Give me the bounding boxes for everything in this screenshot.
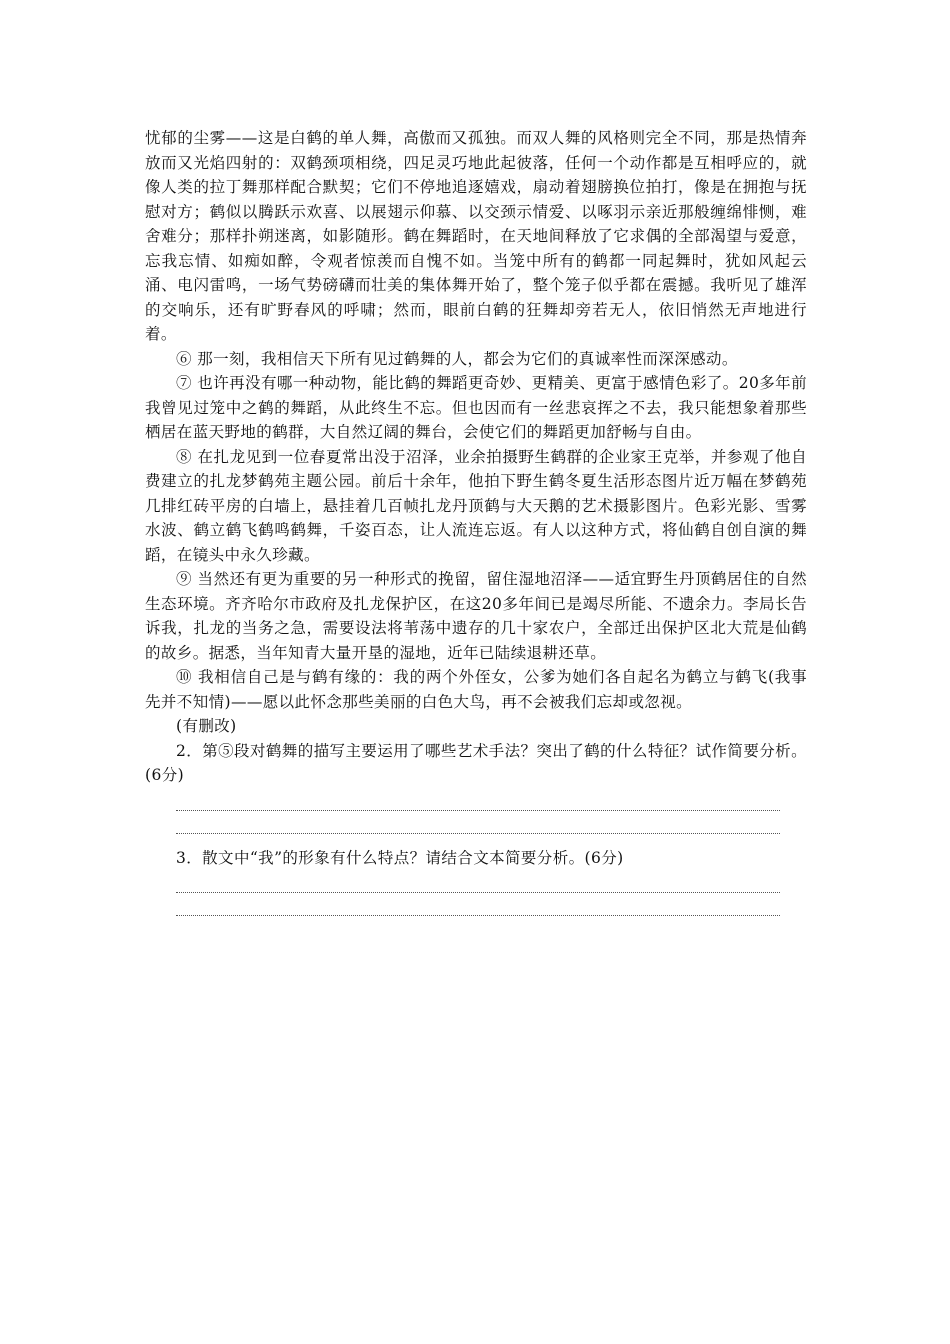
paragraph-6: ⑥ 那一刻，我相信天下所有见过鹤舞的人，都会为它们的真诚率性而深深感动。: [176, 349, 738, 368]
paragraph-7: ⑦ 也许再没有哪一种动物，能比鹤的舞蹈更奇妙、更精美、更富于感情色彩了。20多年前我曾见过笼中之鹤的舞蹈，从此终生不忘。但也因而有一丝悲哀挥之不去，我只能想象着那些栖居在蓝天野地的鹤群，大自然辽阔的舞台，会使它们的舞蹈更加舒畅与自由。: [145, 374, 807, 441]
paragraph-8: ⑧ 在扎龙见到一位春夏常出没于沼泽，业余拍摄野生鹤群的企业家王克举，并参观了他自费建立的扎龙梦鹤苑主题公园。前后十余年，他拍下野生鹤冬夏生活形态图片近万幅在梦鹤苑几排红砖平房的白墙上，悬挂着几百帧扎龙丹顶鹤与大天鹅的艺术摄影图片。色彩光影、雪雾水波、鹤立鹤飞鹤鸣鹤舞，千姿百态，让人流连忘返。有人以这种方式，将仙鹤自创自演的舞蹈，在镜头中永久珍藏。: [145, 447, 807, 564]
paragraph-5-continued: 忧郁的尘雾——这是白鹤的单人舞，高傲而又孤独。而双人舞的风格则完全不同，那是热情奔放而又光焰四射的：双鹤颈项相绕，四足灵巧地此起彼落，任何一个动作都是互相呼应的，就像人类的拉丁舞那样配合默契；它们不停地追逐嬉戏，扇动着翅膀换位拍打，像是在拥抱与抚慰对方；鹤似以腾跃示欢喜、以展翅示仰慕、以交颈示情爱、以啄羽示亲近那般缠绵悱恻，难舍难分；那样扑朔迷离，如影随形。鹤在舞蹈时，在天地间释放了它求偶的全部渴望与爱意，忘我忘情、如痴如醉，令观者惊羡而自愧不如。当笼中所有的鹤都一同起舞时，犹如风起云涌、电闪雷鸣，一场气势磅礴而壮美的集体舞开始了，整个笼子似乎都在震撼。我听见了雄浑的交响乐，还有旷野春风的呼啸；然而，眼前白鹤的狂舞却旁若无人，依旧悄然无声地进行着。: [145, 129, 807, 343]
question-3: 3．散文中“我”的形象有什么特点？请结合文本简要分析。(6分): [176, 848, 624, 867]
source-note: (有删改): [176, 717, 237, 735]
answer-line-q3-2[interactable]: [176, 915, 780, 916]
paragraph-10: ⑩ 我相信自己是与鹤有缘的：我的两个外侄女，公爹为她们各自起名为鹤立与鹤飞(我事先并不知情)——愿以此怀念那些美丽的白色大鸟，再不会被我们忘却或忽视。: [145, 668, 807, 711]
paragraph-9: ⑨ 当然还有更为重要的另一种形式的挽留，留住湿地沼泽——适宜野生丹顶鹤居住的自然生态环境。齐齐哈尔市政府及扎龙保护区，在这20多年间已是竭尽所能、不遗余力。李局长告诉我，扎龙的当务之急，需要设法将苇荡中遗存的几十家农户，全部迁出保护区北大荒是仙鹤的故乡。据悉，当年知青大量开垦的湿地，近年已陆续退耕还草。: [145, 570, 807, 662]
question-2: 2．第⑤段对鹤舞的描写主要运用了哪些艺术手法？突出了鹤的什么特征？试作简要分析。(6分): [145, 741, 807, 784]
document-body: [145, 126, 807, 916]
